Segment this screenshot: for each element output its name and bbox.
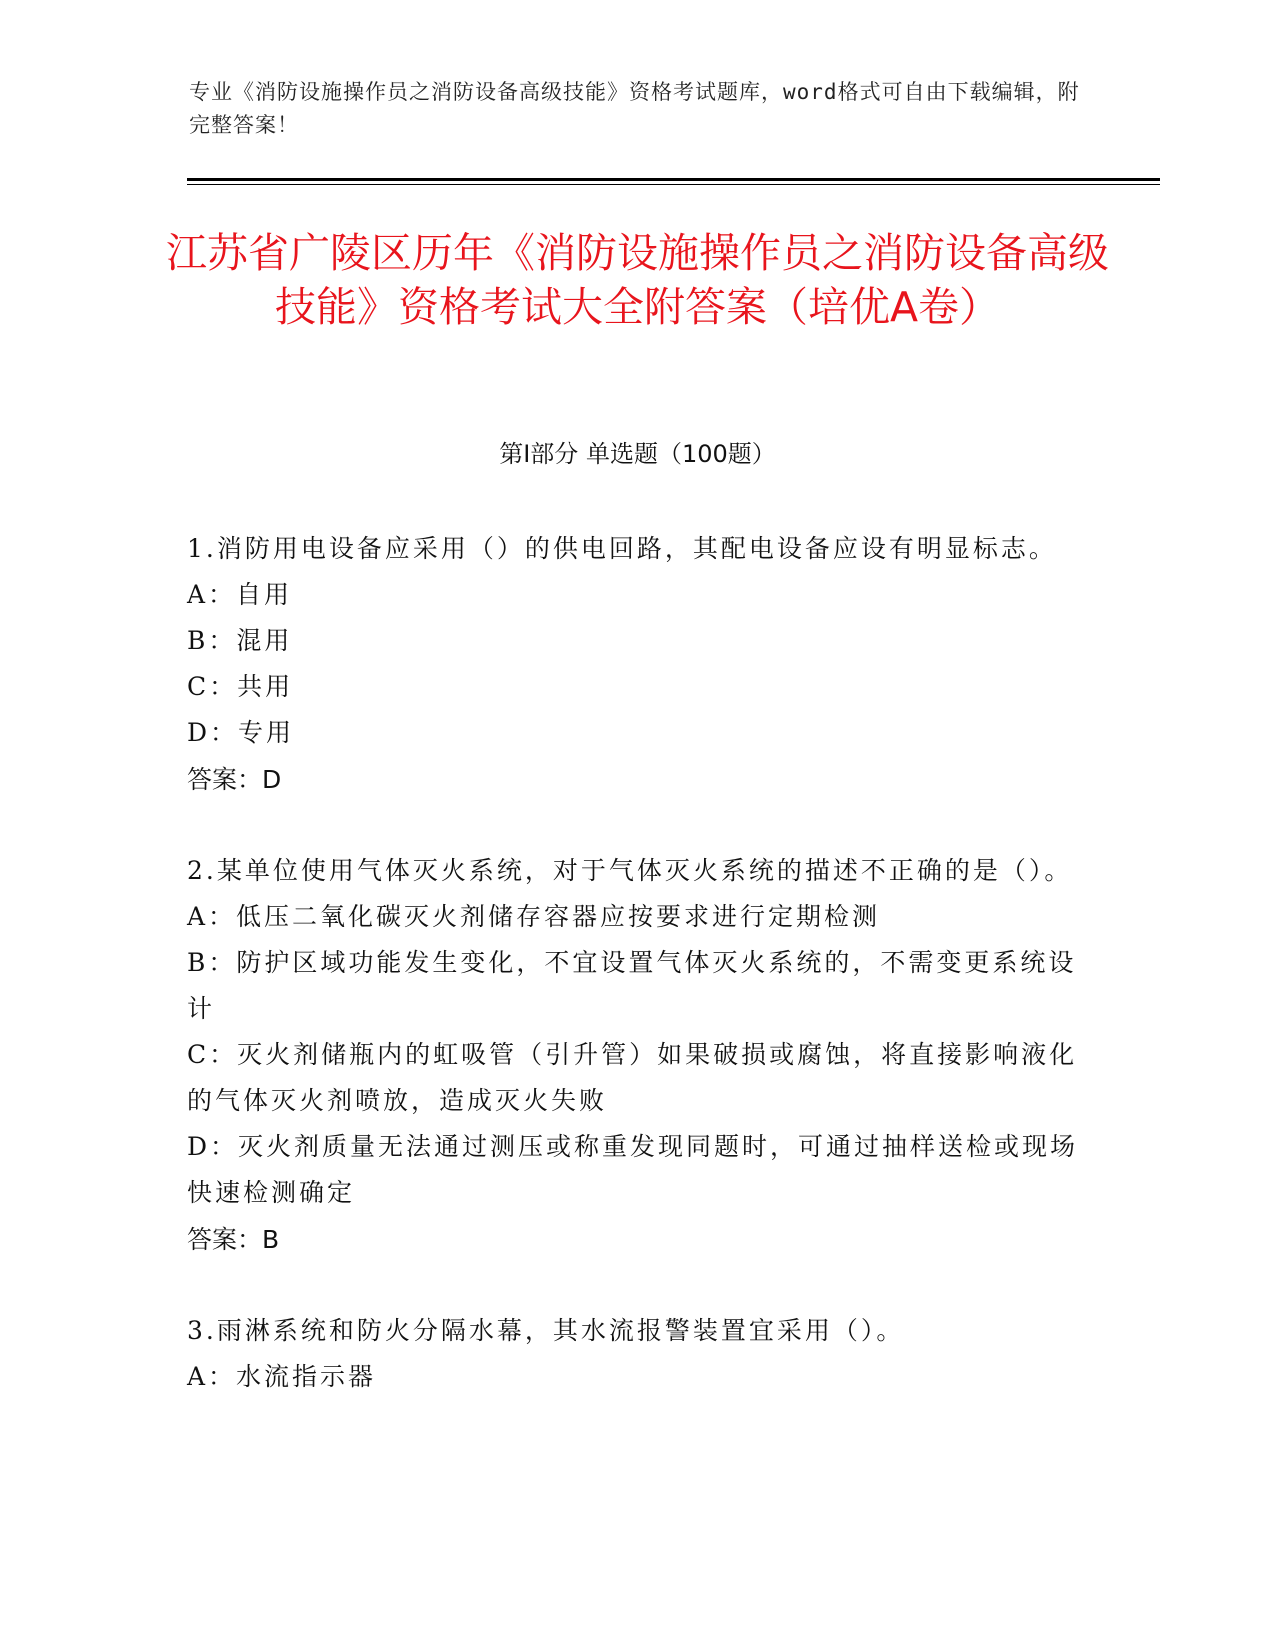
option-a: A：自用 (187, 580, 293, 609)
option-d: D：灭火剂质量无法通过测压或称重发现同题时，可通过抽样送检或现场快速检测确定 (187, 1132, 1079, 1207)
document-title: 江苏省广陵区历年《消防设施操作员之消防设备高级技能》资格考试大全附答案（培优A卷） (166, 229, 1109, 331)
header-rule-thin (187, 184, 1160, 185)
question-list (187, 526, 1082, 1444)
option-b: B：混用 (187, 626, 293, 655)
question-3 (187, 1308, 1082, 1400)
option-b: B：防护区域功能发生变化，不宜设置气体灭火系统的，不需变更系统设计 (187, 948, 1077, 1023)
question-stem: 1.消防用电设备应采用（）的供电回路，其配电设备应设有明显标志。 (187, 534, 1057, 563)
answer: 答案：B (187, 1225, 280, 1254)
option-d: D：专用 (187, 718, 295, 747)
section-title: 第I部分 单选题（100题） (499, 440, 776, 468)
option-c: C：灭火剂储瓶内的虹吸管（引升管）如果破损或腐蚀，将直接影响液化的气体灭火剂喷放，造成灭火失败 (187, 1040, 1078, 1115)
option-a: A：水流指示器 (187, 1362, 377, 1391)
question-2 (187, 848, 1082, 1264)
question-stem: 2.某单位使用气体灭火系统，对于气体灭火系统的描述不正确的是（）。 (187, 856, 1073, 885)
question-1 (187, 526, 1082, 804)
header-rule-thick (187, 178, 1160, 181)
header-note: 专业《消防设施操作员之消防设备高级技能》资格考试题库，word格式可自由下载编辑，附完整答案！ (189, 80, 1080, 137)
option-a: A：低压二氧化碳灭火剂储存容器应按要求进行定期检测 (187, 902, 881, 931)
answer: 答案：D (187, 765, 282, 794)
option-c: C：共用 (187, 672, 294, 701)
question-stem: 3.雨淋系统和防火分隔水幕，其水流报警装置宜采用（）。 (187, 1316, 905, 1345)
